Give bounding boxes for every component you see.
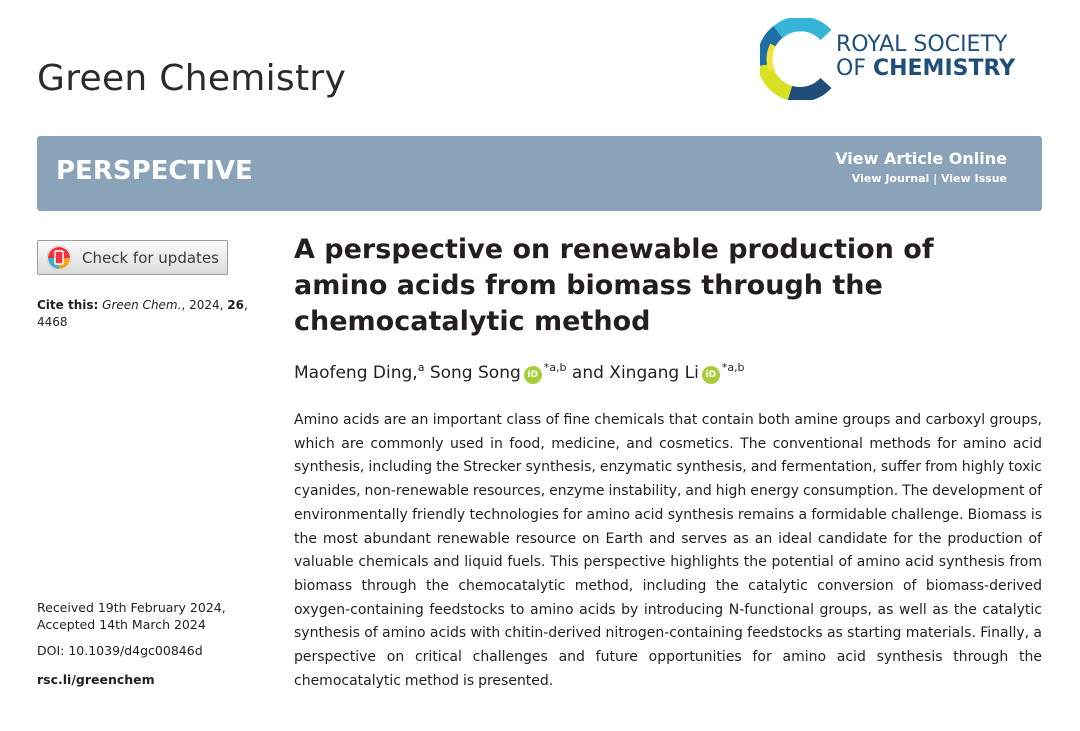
publisher-line1: ROYAL SOCIETY [836,32,1008,57]
cite-label: Cite this: [37,298,99,312]
author-name: Maofeng Ding, [294,363,418,383]
affiliation-mark: *a,b [543,361,567,374]
author-list [294,361,745,384]
link-separator: | [929,172,941,185]
check-for-updates-label: Check for updates [82,249,219,267]
author-name: Song Song [424,363,521,383]
cite-journal: Green Chem. [102,298,182,312]
accepted-date: Accepted 14th March 2024 [37,617,206,632]
received-date: Received 19th February 2024, [37,600,226,615]
view-article-online-link[interactable]: View Article Online [835,149,1007,168]
check-for-updates-button[interactable] [37,240,228,275]
banner-links [835,149,1007,185]
cite-pages: , 4468 [37,298,248,329]
article-type-banner [37,136,1042,211]
cite-volume: 26 [227,298,244,312]
journal-title: Green Chemistry [37,58,347,99]
publisher-name [836,33,1015,81]
journal-short-link[interactable]: rsc.li/greenchem [37,672,155,687]
article-history [37,599,277,688]
doi[interactable]: DOI: 10.1039/d4gc00846d [37,643,203,658]
crossmark-icon [46,245,72,271]
author-conjunction: and [566,363,610,383]
author-name: Xingang Li [609,363,699,383]
citation [37,297,262,331]
view-journal-link[interactable]: View Journal [851,172,930,185]
orcid-icon[interactable]: iD [524,366,542,384]
affiliation-mark: a [417,361,425,374]
cite-year: , 2024, [181,298,228,312]
journal-issue-links [835,172,1007,185]
article-type-label: PERSPECTIVE [56,156,253,186]
orcid-icon[interactable]: iD [702,366,720,384]
affiliation-mark: *a,b [721,361,745,374]
publisher-line2: OF CHEMISTRY [836,56,1016,81]
article-title: A perspective on renewable production of amino acids from biomass through the chemocatalytic method [294,234,934,337]
abstract: Amino acids are an important class of fine chemicals that contain both amine groups and carboxyl groups, which are commonly used in food, medicine, and cosmetics. The conventional methods for amino acid synthesis, including the Strecker synthesis, enzymatic synthesis, and fermentation, suffer from highly toxic cyanides, non-renewable resources, enzyme instability, and high energy consumption. The development of environmentally friendly technologies for amino acid synthesis remains a formidable challenge. Biomass is the most abundant renewable resource on Earth and serves as an ideal candidate for the production of valuable chemicals and liquid fuels. This perspective highlights the potential of amino acid synthesis from biomass through the chemocatalytic method, including the catalytic conversion of biomass-derived oxygen-containing feedstocks to amino acids by introducing N-functional groups, as well as the catalytic synthesis of amino acids with chitin-derived nitrogen-containing feedstocks as starting materials. Finally, a perspective on critical challenges and future opportunities for amino acid synthesis through the chemocatalytic method is presented. [294,412,1042,689]
view-issue-link[interactable]: View Issue [940,172,1007,185]
